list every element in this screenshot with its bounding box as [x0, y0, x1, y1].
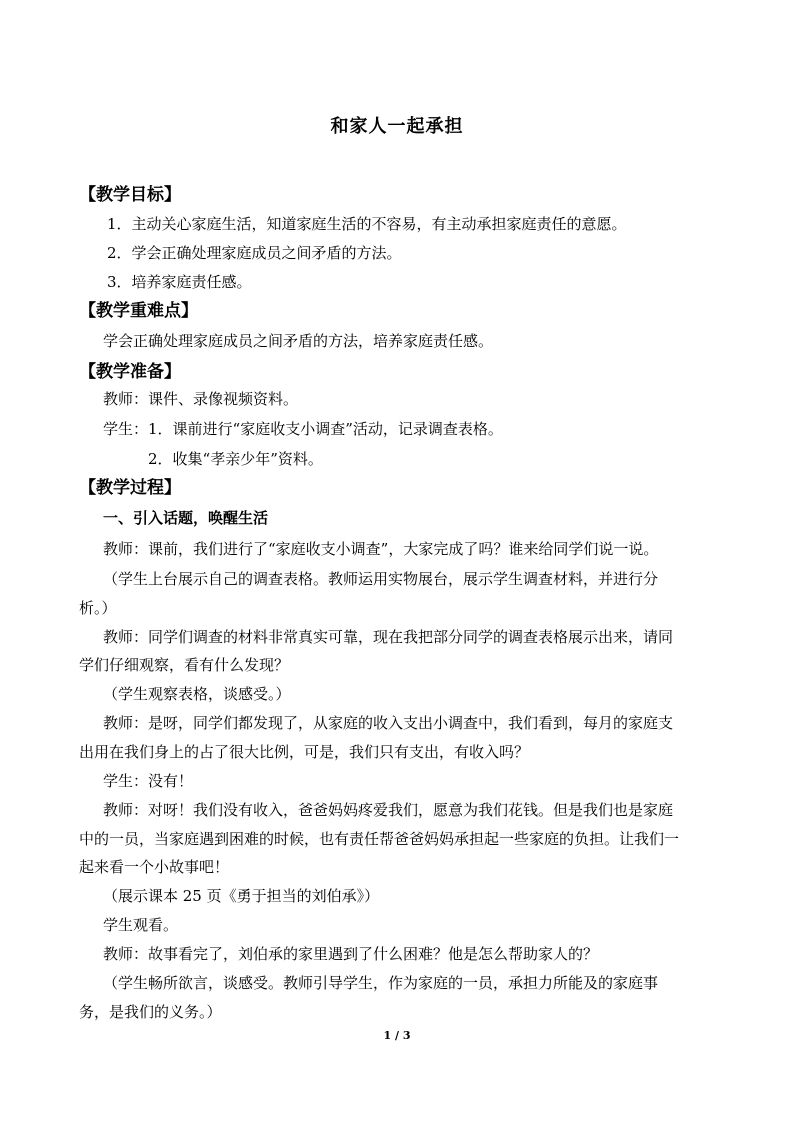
- paragraph-line: 教师：对呀！我们没有收入，爸爸妈妈疼爱我们，愿意为我们花钱。但是我们也是家庭: [103, 801, 674, 819]
- process-subheading: 一、引入话题，唤醒生活: [103, 509, 269, 527]
- paragraph-line: （学生观察表格，谈感受。）: [103, 685, 291, 703]
- paragraph-line: 析。）: [79, 599, 117, 617]
- section-heading-key-points: 【教学重难点】: [79, 301, 198, 321]
- paragraph-line: （展示课本 25 页《勇于担当的刘伯承》）: [103, 887, 380, 905]
- preparation-item: 2．收集“孝亲少年”资料。: [148, 450, 323, 468]
- paragraph-line: 教师：是呀，同学们都发现了，从家庭的收入支出小调查中，我们看到，每月的家庭支: [103, 714, 674, 732]
- paragraph-line: 中的一员，当家庭遇到困难的时候，也有责任帮爸爸妈妈承担起一些家庭的负担。让我们一: [79, 830, 680, 848]
- paragraph-line: 学生：没有！: [103, 772, 194, 790]
- section-heading-preparation: 【教学准备】: [79, 362, 181, 382]
- paragraph-line: （学生上台展示自己的调查表格。教师运用实物展台，展示学生调查材料，并进行分: [103, 570, 659, 588]
- paragraph-line: 教师：课前，我们进行了“家庭收支小调查”，大家完成了吗？谁来给同学们说一说。: [103, 540, 659, 558]
- paragraph-line: （学生畅所欲言，谈感受。教师引导学生，作为家庭的一员，承担力所能及的家庭事: [103, 974, 659, 992]
- key-points-text: 学会正确处理家庭成员之间矛盾的方法，培养家庭责任感。: [103, 332, 494, 350]
- goal-item: 3．培养家庭责任感。: [107, 273, 252, 291]
- paragraph-line: 起来看一个小故事吧！: [79, 858, 230, 876]
- goal-item: 2．学会正确处理家庭成员之间矛盾的方法。: [107, 244, 402, 262]
- paragraph-line: 学生观看。: [103, 916, 179, 934]
- preparation-item: 教师：课件、录像视频资料。: [103, 390, 299, 408]
- section-heading-goals: 【教学目标】: [79, 185, 181, 205]
- page-number: 1 / 3: [383, 1029, 411, 1042]
- goal-item: 1．主动关心家庭生活，知道家庭生活的不容易，有主动承担家庭责任的意愿。: [107, 215, 627, 233]
- preparation-item: 学生：1．课前进行“家庭收支小调查”活动，记录调查表格。: [103, 420, 503, 438]
- document-title: 和家人一起承担: [330, 116, 464, 137]
- paragraph-line: 教师：故事看完了，刘伯承的家里遇到了什么困难？他是怎么帮助家人的？: [103, 945, 599, 963]
- section-heading-process: 【教学过程】: [79, 478, 181, 498]
- paragraph-line: 出用在我们身上的占了很大比例，可是，我们只有支出，有收入吗？: [79, 743, 530, 761]
- paragraph-line: 学们仔细观察，看有什么发现？: [79, 656, 290, 674]
- paragraph-line: 务，是我们的义务。）: [79, 1003, 222, 1021]
- paragraph-line: 教师：同学们调查的材料非常真实可靠，现在我把部分同学的调查表格展示出来，请同: [103, 628, 674, 646]
